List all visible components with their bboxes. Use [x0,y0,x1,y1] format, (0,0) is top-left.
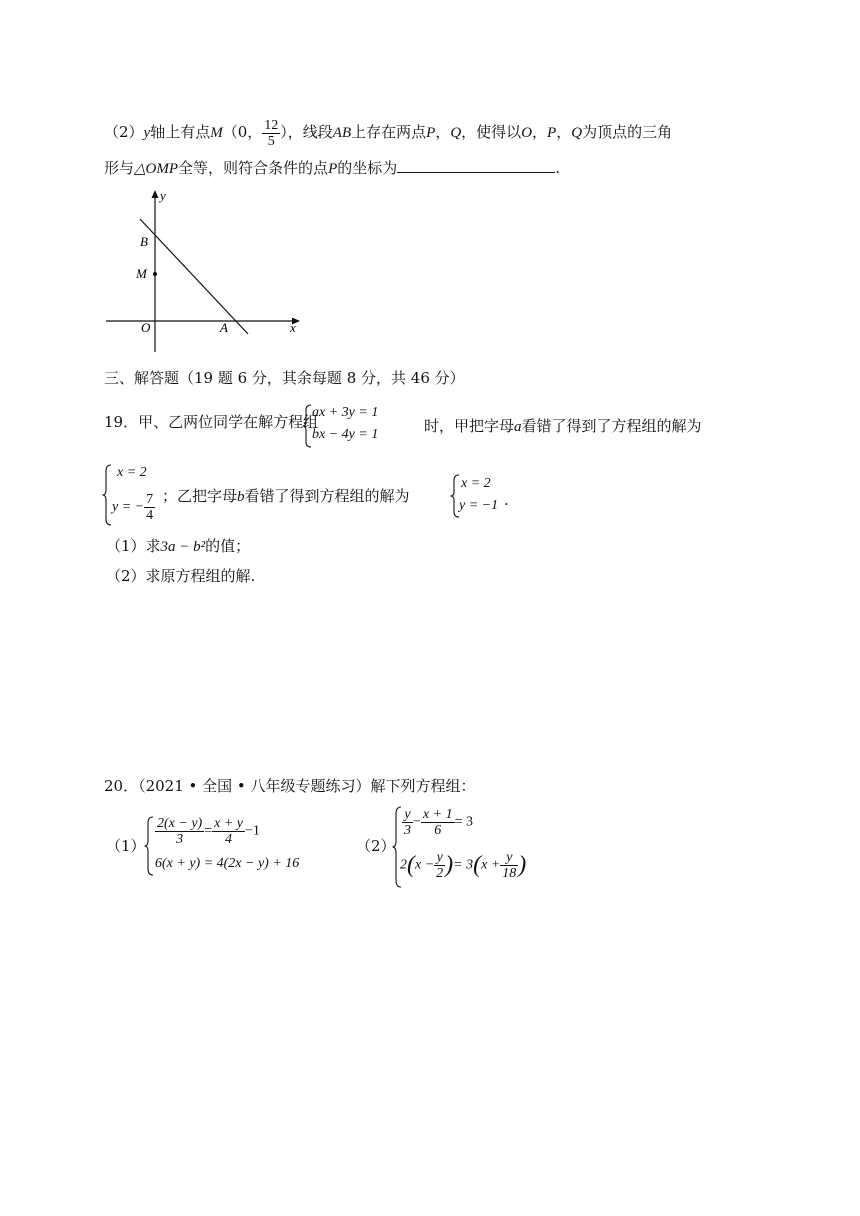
var-y: y [143,125,151,141]
p2-frac4 [500,850,518,881]
frac-den: 18 [502,866,517,881]
minus: − [413,814,421,830]
point-m: M [210,125,223,141]
frac-den: 6 [434,823,442,838]
period: . [555,159,561,177]
q19-line2-period: . [504,491,509,509]
label-a: A [220,320,228,335]
point-p-2: P [547,125,557,141]
frac-den: 4 [225,832,233,847]
text-similar: 形与 [104,159,135,177]
x-plus: x + [481,857,501,873]
q19-eq1: ax + 3y = 1 [312,405,379,420]
q19-eq2: bx − 4y = 1 [312,427,379,442]
triangle-omp: △OMP [134,161,179,177]
label-o: O [141,320,151,335]
sub1-prefix: （1）求 [106,537,161,555]
p1-frac1 [155,816,204,847]
frac-num: y [500,850,518,866]
frac-den: 5 [267,133,275,149]
q18-2-line1 [104,112,672,152]
q18-2-line2 [104,158,560,179]
text-coordinate: 的坐标为 [337,159,398,177]
section-3-title: 三、解答题（19 题 6 分，其余每题 8 分，共 46 分） [104,369,465,387]
answer-blank[interactable] [397,158,555,173]
p2-frac3 [434,850,445,881]
frac-num: y [434,850,445,866]
q19-sub2: （2）求原方程组的解. [106,567,256,585]
comma: ， [435,123,451,141]
minus-one: −1 [244,823,260,839]
q19-line2 [162,486,410,507]
text-two-points: 上存在两点 [351,123,427,141]
frac-den: 4 [146,508,154,523]
q19-sol2-x: x = 2 [461,476,491,491]
point-p-3: P [328,161,338,177]
q19-sol2-y: y = −1 [459,498,499,513]
label-b: B [140,234,148,249]
coef-two: 2 [400,857,407,873]
sub1-expression: 3a − b² [160,539,206,555]
coordinate-figure [100,186,310,358]
line-ab [140,219,248,334]
frac-num: 12 [264,117,279,133]
q19-text4: ；乙把字母 [162,487,238,505]
frac-num: x + y [214,816,243,831]
q19-sol1-x: x = 2 [117,465,147,480]
q19-sub1 [106,536,250,557]
q19-text5: 看错了得到方程组的解为 [244,487,410,505]
q20-part2-label: （2） [356,837,396,855]
q19-line1-tail [424,416,702,437]
p2-frac2 [421,807,455,838]
q19-text1: 甲、乙两位同学在解方程组 [138,413,319,431]
frac-num: 7 [146,492,154,507]
letter-a: a [514,419,522,435]
q19-sol1-y [112,492,155,523]
axis-label-y: y [160,188,166,203]
point-q-2: Q [571,125,583,141]
q19-text2: 时，甲把字母 [424,417,515,435]
segment-ab: AB [332,125,352,141]
q20-part1-brace [144,816,154,876]
frac-den: 2 [436,866,444,881]
text-such-that: ，使得以 [461,123,522,141]
comma: ， [532,123,548,141]
fraction-7-4 [144,492,155,523]
q20-p1-eq1 [155,816,260,847]
equals-three: = 3 [453,857,474,873]
q19-system-brace [302,404,312,448]
x-minus: x − [415,857,435,873]
text-axis-point: 轴上有点 [150,123,211,141]
y-axis-arrow [152,190,159,198]
sub1-suffix: 的值； [205,537,251,555]
comma: ， [556,123,572,141]
close-paren: ），线段 [280,123,333,141]
letter-b: b [237,489,245,505]
point-q: Q [450,125,462,141]
q19-text3: 看错了得到了方程组的解为 [521,417,702,435]
q20-p1-eq2: 6(x + y) = 4(2x − y) + 16 [155,856,300,871]
frac-num: 2(x − y) [157,816,203,831]
text-vertex-triangle: 为顶点的三角 [582,123,673,141]
frac-den: 3 [404,823,411,838]
q20-p2-eq1 [402,807,473,838]
frac-den: 3 [176,832,184,847]
open-paren: （0， [222,123,263,141]
frac-num: x + 1 [422,807,453,822]
q19-line1 [104,412,318,432]
p1-frac2 [212,816,245,847]
q20-part1-label: （1） [106,837,146,855]
q18-2-prefix: （2） [104,123,144,141]
axis-label-x: x [290,320,296,335]
p2-frac1 [402,807,413,838]
point-o: O [521,125,533,141]
q19-number: 19． [104,413,139,431]
label-m: M [136,266,147,281]
equals: = [204,823,213,839]
fraction-12-5 [262,118,280,149]
q20-p2-eq2: 2(x − $\frac{y}{2}$ )= 3(x + $\frac{y}{18}$ ) [400,850,527,881]
frac-num: y [402,807,413,823]
sol1-y-prefix: y = − [112,499,145,515]
q19-sol1-brace [102,464,112,526]
point-p: P [426,125,436,141]
q20-title: 20．（2021 • 全国 • 八年级专题练习）解下列方程组： [104,777,476,795]
point-m-dot [153,272,157,276]
equals-three: = 3 [454,814,473,830]
text-congruent: 全等，则符合条件的点 [178,159,329,177]
